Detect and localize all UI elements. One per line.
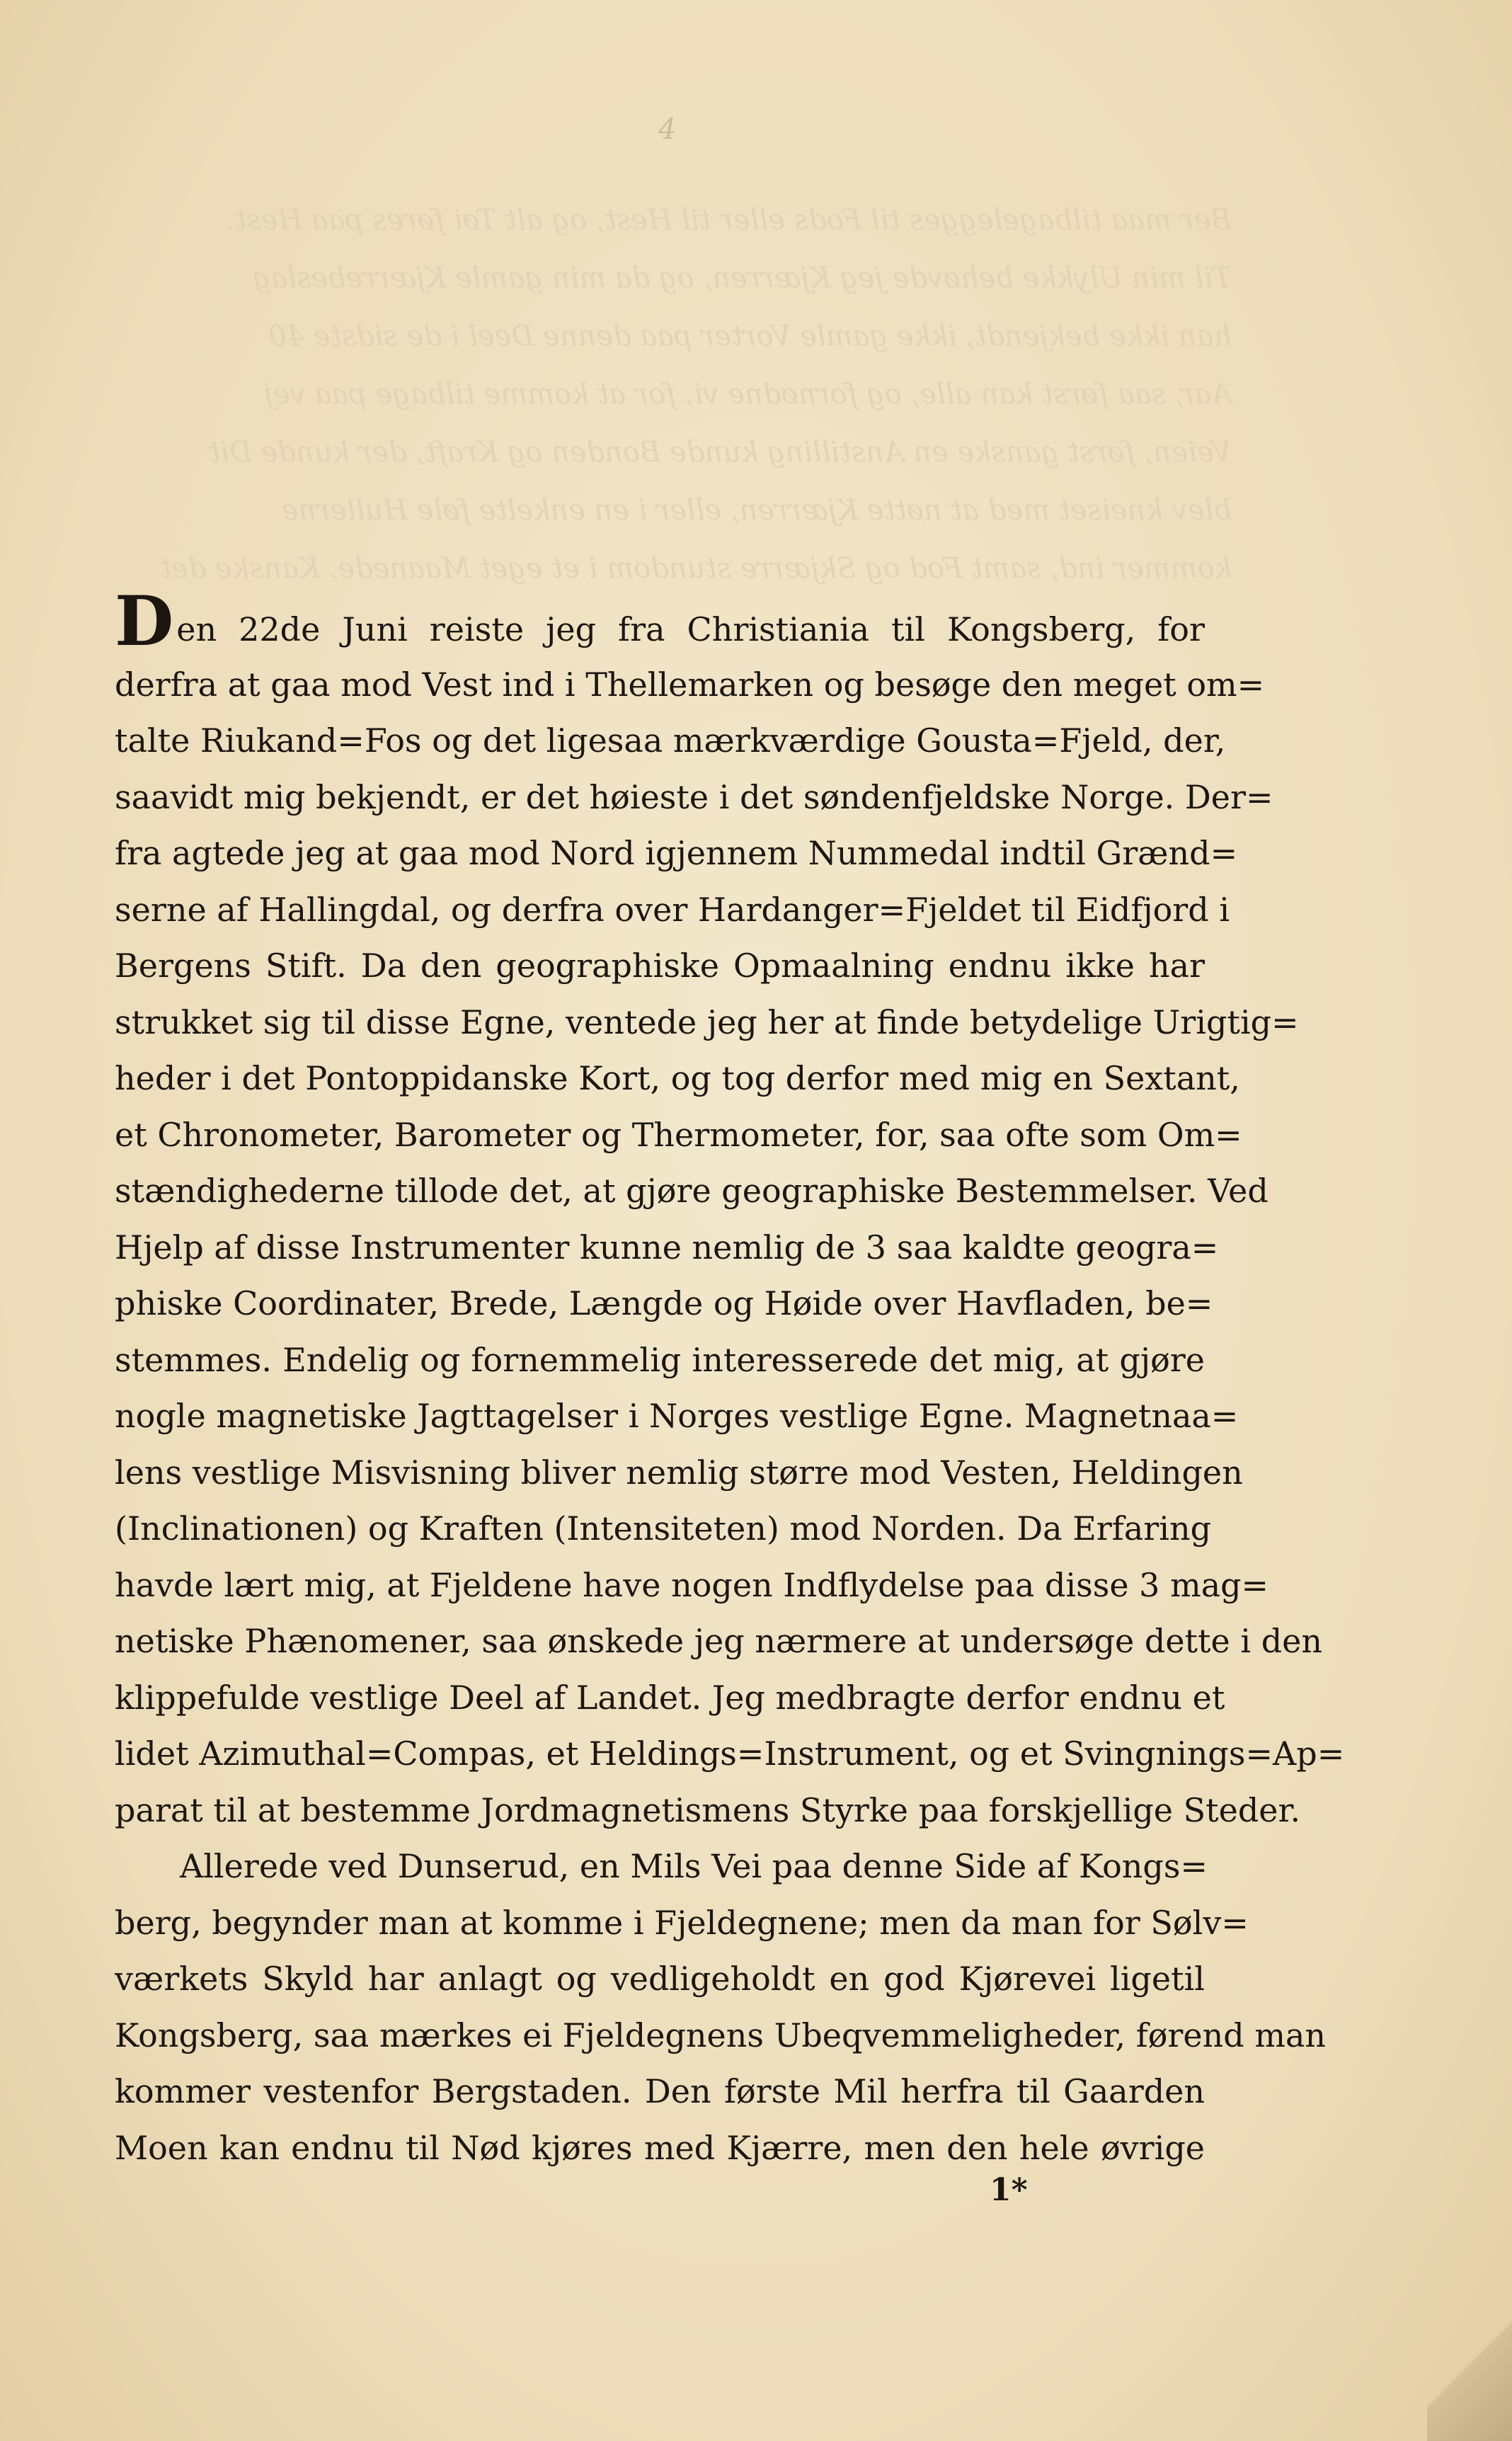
text-line: stændighederne tillode det, at gjøre geographiske Bestemmelser. Ved [115, 1172, 1268, 1210]
text-line: derfra at gaa mod Vest ind i Thellemarken og besøge den meget om= [115, 665, 1265, 704]
text-line: saavidt mig bekjendt, er det høieste i det søndenfjeldske Norge. Der= [115, 777, 1273, 816]
text-line: Hjelp af disse Instrumenter kunne nemlig de 3 saa kaldte geogra= [115, 1228, 1219, 1267]
bleed-line: Veien, først ganske en Anstilling kunde Bonden og Kraft, der kunde Dit [209, 436, 1232, 469]
text-line: heder i det Pontoppidanske Kort, og tog derfor med mig en Sextant, [115, 1059, 1240, 1097]
text-line: Den 22de Juni reiste jeg fra Christiania til Kongsberg, for [115, 581, 1205, 661]
text-line: strukket sig til disse Egne, ventede jeg her at finde betydelige Urigtig= [115, 1002, 1299, 1041]
text-line: lens vestlige Misvisning bliver nemlig større mod Vesten, Heldingen [115, 1453, 1243, 1492]
text-line: stemmes. Endelig og fornemmelig interesserede det mig, at gjøre [115, 1340, 1205, 1379]
text-line: lidet Azimuthal=Compas, et Heldings=Instrument, og et Svingnings=Ap= [115, 1734, 1345, 1773]
body-text [115, 581, 1345, 2176]
text-line: fra agtede jeg at gaa mod Nord igjennem Nummedal indtil Grænd= [115, 834, 1238, 872]
text-line: Kongsberg, saa mærkes ei Fjeldegnens Ubeqvemmeligheder, førend man [115, 2016, 1327, 2054]
bleed-through-page-number: 4 [658, 113, 677, 146]
bleed-line: Aar, saa først kan alle, og fornødne vi, for at komme tilbage paa vej [264, 378, 1232, 411]
text-line: klippefulde vestlige Deel af Landet. Jeg medbragte derfor endnu et [115, 1678, 1225, 1717]
text-line: talte Riukand=Fos og det ligesaa mærkværdige Gousta=Fjeld, der, [115, 721, 1226, 760]
bleed-line: kommer ind, samt Fod og Skjærre stundom i et eget Maanede. Kanske det [160, 552, 1232, 585]
bleed-line: Ber maa tilbagelegges til Fods eller til Hest, og alt Tøi føres paa Hest. [226, 204, 1232, 236]
text-line: parat til at bestemme Jordmagnetismens Styrke paa forskjellige Steder. [115, 1790, 1301, 1829]
text-line: berg, begynder man at komme i Fjeldegnene; men da man for Sølv= [115, 1903, 1249, 1942]
bleed-line: han ikke bekjendt, ikke gamle Vorter paa denne Deel i de sidste 40 [268, 320, 1232, 353]
text-line: Allerede ved Dunserud, en Mils Vei paa denne Side af Kongs= [180, 1847, 1208, 1885]
text-line: værkets Skyld har anlagt og vedligeholdt en god Kjørevei ligetil [115, 1960, 1205, 1998]
text-line: serne af Hallingdal, og derfra over Hardanger=Fjeldet til Eidfjord i [115, 890, 1230, 929]
page-corner [1427, 2292, 1512, 2441]
text-line: nogle magnetiske Jagttagelser i Norges vestlige Egne. Magnetnaa= [115, 1397, 1239, 1435]
text-line: et Chronometer, Barometer og Thermometer, for, saa ofte som Om= [115, 1115, 1242, 1154]
text-line: Bergens Stift. Da den geographiske Opmaalning endnu ikke har [115, 947, 1205, 985]
text-line: Moen kan endnu til Nød kjøres med Kjærre, men den hele øvrige [115, 2128, 1205, 2167]
drop-cap: D [115, 581, 174, 661]
text-line: phiske Coordinater, Brede, Længde og Høide over Havfladen, be= [115, 1284, 1213, 1322]
text-line: kommer vestenfor Bergstaden. Den første Mil herfra til Gaarden [115, 2072, 1205, 2110]
bleed-through-text [106, 191, 1232, 598]
text-line: (Inclinationen) og Kraften (Intensiteten) mod Norden. Da Erfaring [115, 1509, 1212, 1548]
text-line: havde lært mig, at Fjeldene have nogen Indflydelse paa disse 3 mag= [115, 1565, 1269, 1604]
text-line: netiske Phænomener, saa ønskede jeg nærmere at undersøge dette i den [115, 1622, 1322, 1660]
bleed-line: blev kneiset med at nøtte Kjærren, eller i en enkelte føle Hullerne [281, 494, 1232, 527]
signature-mark: 1* [990, 2172, 1028, 2208]
bleed-line: Til min Ulykke behøvde jeg Kjærren, og da min gamle Kjærrebeslag [252, 262, 1232, 295]
